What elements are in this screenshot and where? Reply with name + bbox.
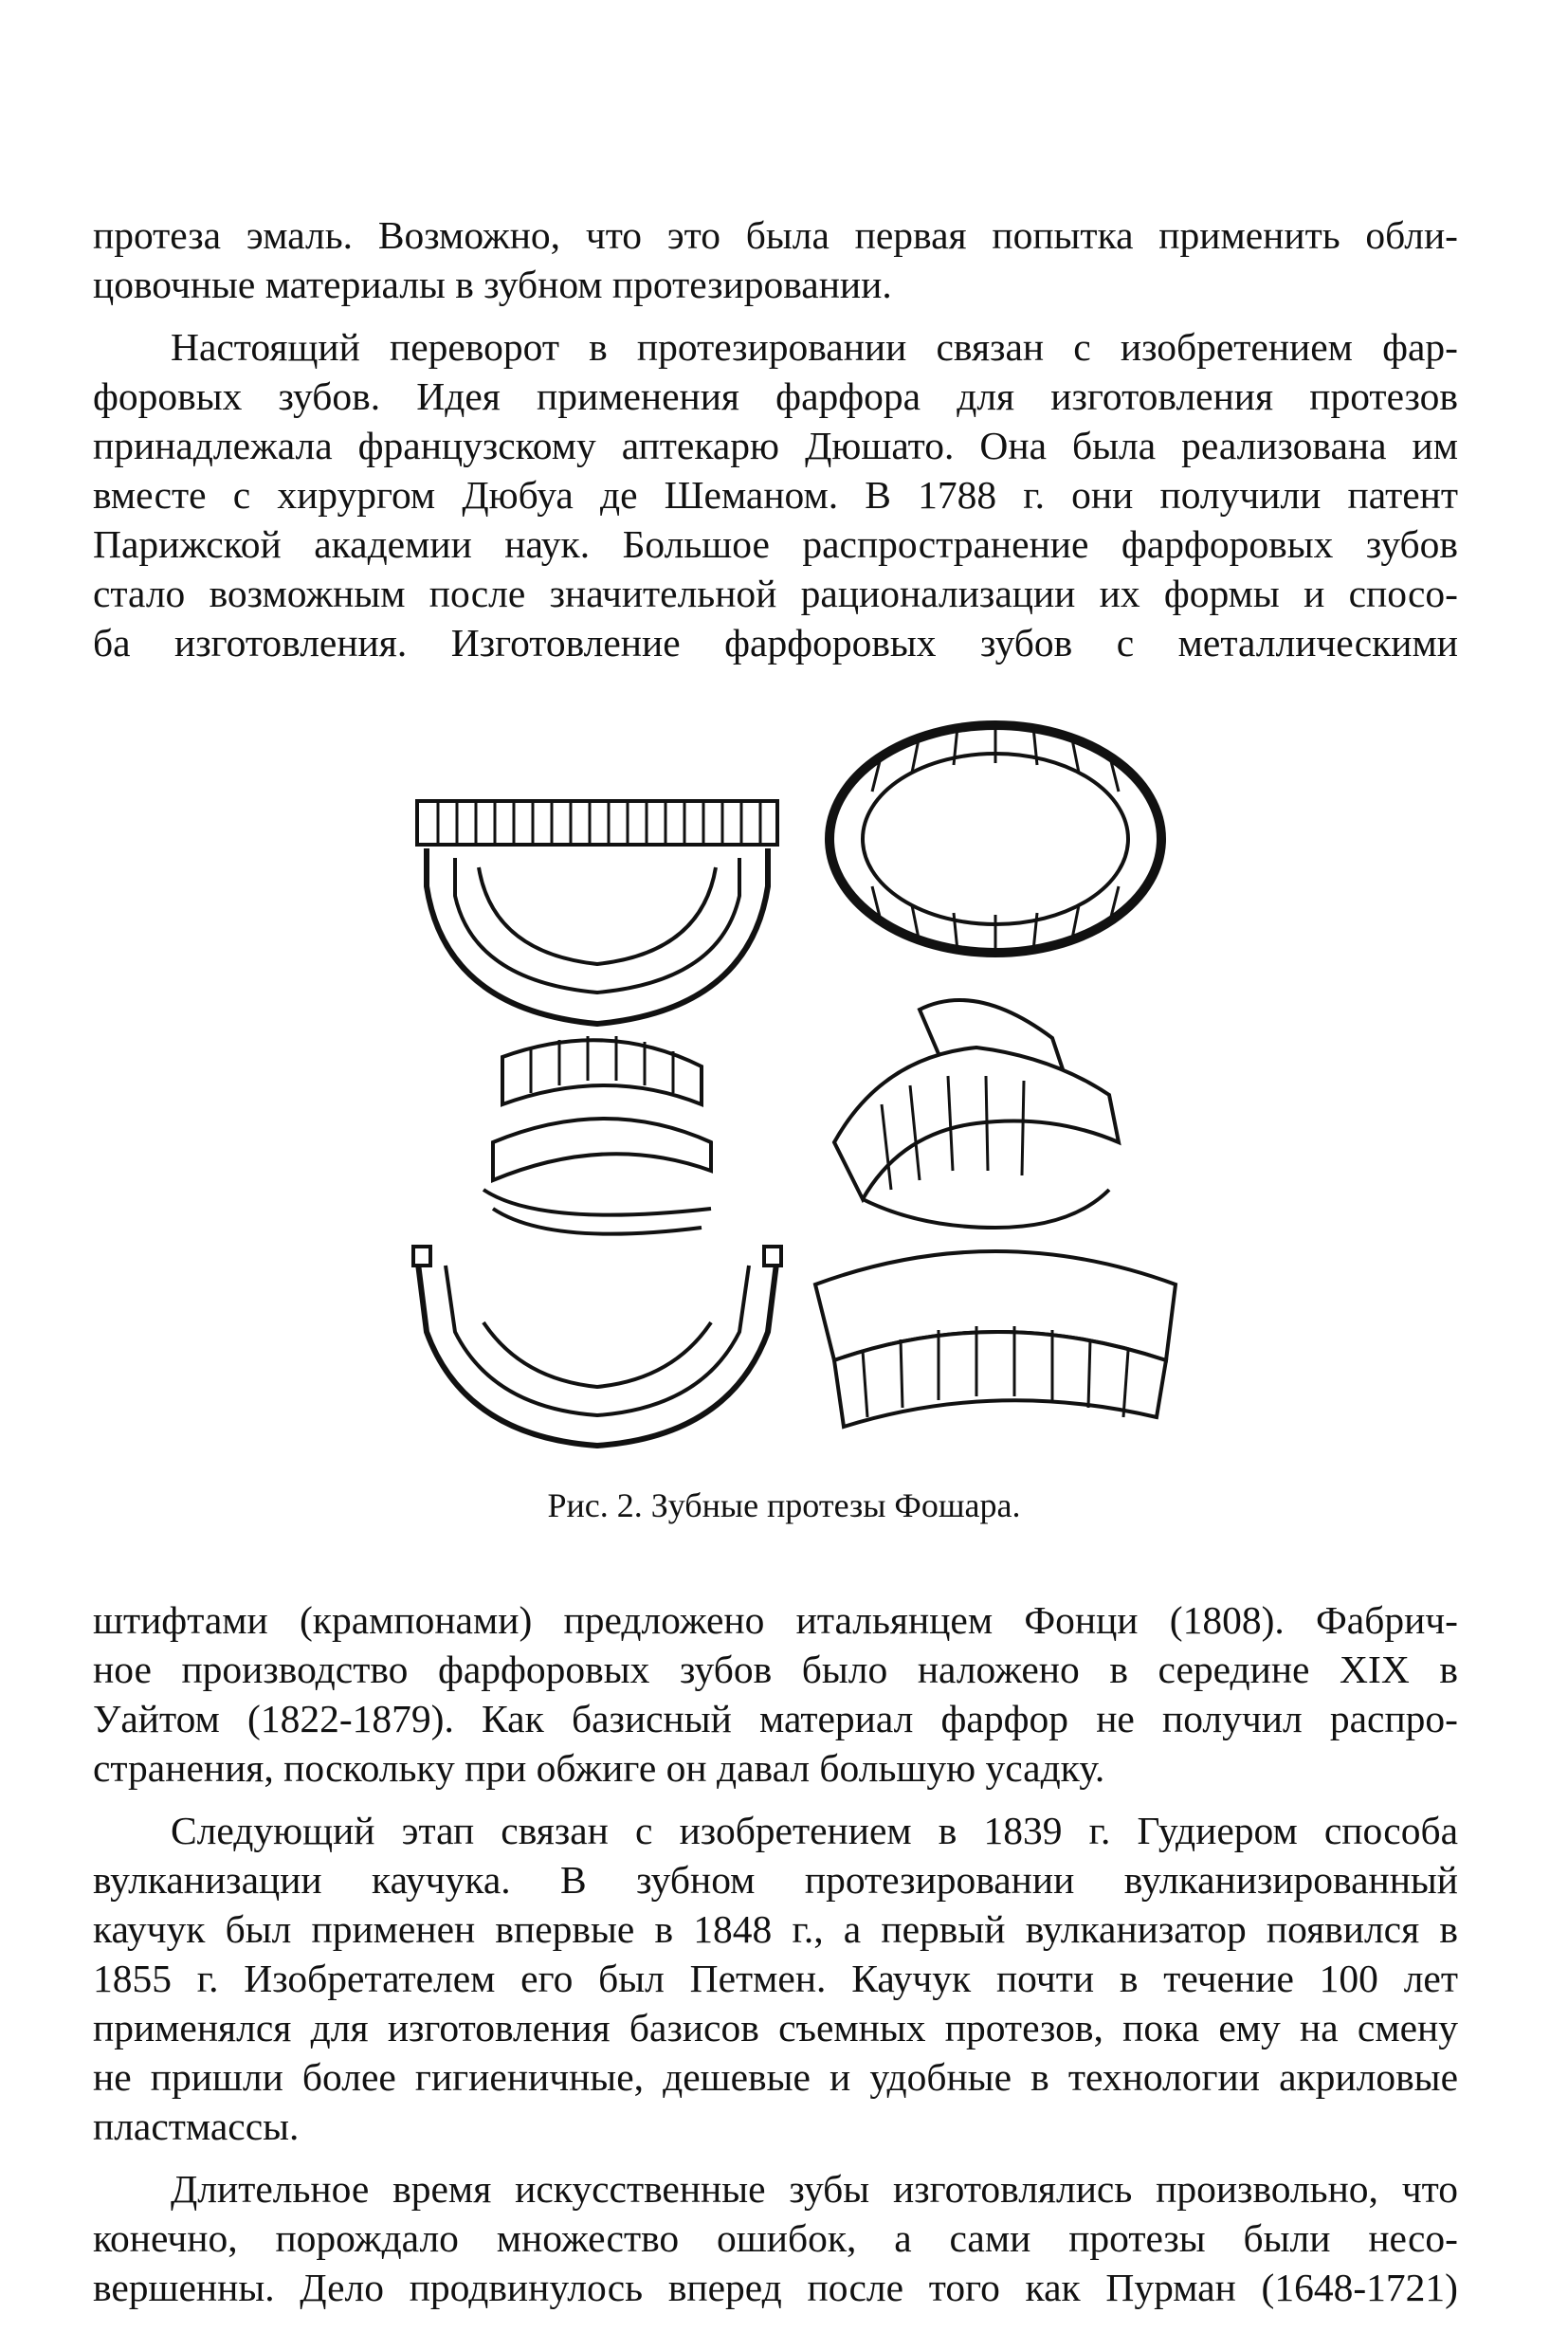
bottom-text-block xyxy=(93,1595,1458,2312)
text-line: протеза эмаль. Возможно, что это была первая попытка применить обли- xyxy=(93,213,1458,257)
text-line: стало возможным после значительной рационализации их формы и спосо- xyxy=(93,572,1458,615)
text-line: применялся для изготовления базисов съемных протезов, пока ему на смену xyxy=(93,2006,1458,2049)
text-line: Уайтом (1822-1879). Как базисный материал фарфор не получил распро- xyxy=(93,1697,1458,1740)
top-text-block xyxy=(93,210,1458,667)
denture-upper-left xyxy=(417,801,777,1024)
text-line: принадлежала французскому аптекарю Дюшато. Она была реализована им xyxy=(93,424,1458,467)
text-line: странения, поскольку при обжиге он давал большую усадку. xyxy=(93,1746,1105,1790)
text-line: Парижской академии наук. Большое распространение фарфоровых зубов xyxy=(93,522,1458,566)
denture-lower-right xyxy=(815,1251,1176,1427)
text-line: цовочные материалы в зубном протезировании. xyxy=(93,263,892,306)
text-line: каучук был применен впервые в 1848 г., а первый вулканизатор появился в xyxy=(93,1907,1458,1951)
text-line: Длительное время искусственные зубы изготовлялись произвольно, что xyxy=(171,2167,1458,2211)
denture-partial-left xyxy=(483,1036,711,1234)
text-line: вершенны. Дело продвинулось вперед после того как Пурман (1648-1721) xyxy=(93,2266,1458,2309)
text-line: Настоящий переворот в протезировании связан с изобретением фар- xyxy=(171,325,1458,369)
text-line: вместе с хирургом Дюбуа де Шеманом. В 1788 г. они получили патент xyxy=(93,473,1458,517)
text-line: 1855 г. Изобретателем его был Петмен. Каучук почти в течение 100 лет xyxy=(93,1957,1458,2000)
dentures-illustration xyxy=(389,697,1185,1465)
text-line: конечно, порождало множество ошибок, а сами протезы были несо- xyxy=(93,2216,1458,2260)
text-line: не пришли более гигиеничные, дешевые и удобные в технологии акриловые xyxy=(93,2055,1458,2099)
text-line: Следующий этап связан с изобретением в 1839 г. Гудиером способа xyxy=(171,1809,1458,1852)
text-line: вулканизации каучука. В зубном протезировании вулканизированный xyxy=(93,1858,1458,1902)
text-line: штифтами (крампонами) предложено итальянцем Фонци (1808). Фабрич- xyxy=(93,1598,1458,1642)
text-line: ное производство фарфоровых зубов было наложено в середине XIX в xyxy=(93,1648,1458,1691)
text-line: форовых зубов. Идея применения фарфора для изготовления протезов xyxy=(93,374,1458,418)
figure-caption: Рис. 2. Зубные протезы Фошара. xyxy=(547,1486,1021,1524)
denture-lower-left xyxy=(413,1247,781,1446)
text-line: ба изготовления. Изготовление фарфоровых зубов с металлическими xyxy=(93,621,1458,665)
denture-full-oval xyxy=(830,725,1161,953)
denture-hinged-right xyxy=(834,1000,1119,1228)
text-line: пластмассы. xyxy=(93,2104,300,2148)
